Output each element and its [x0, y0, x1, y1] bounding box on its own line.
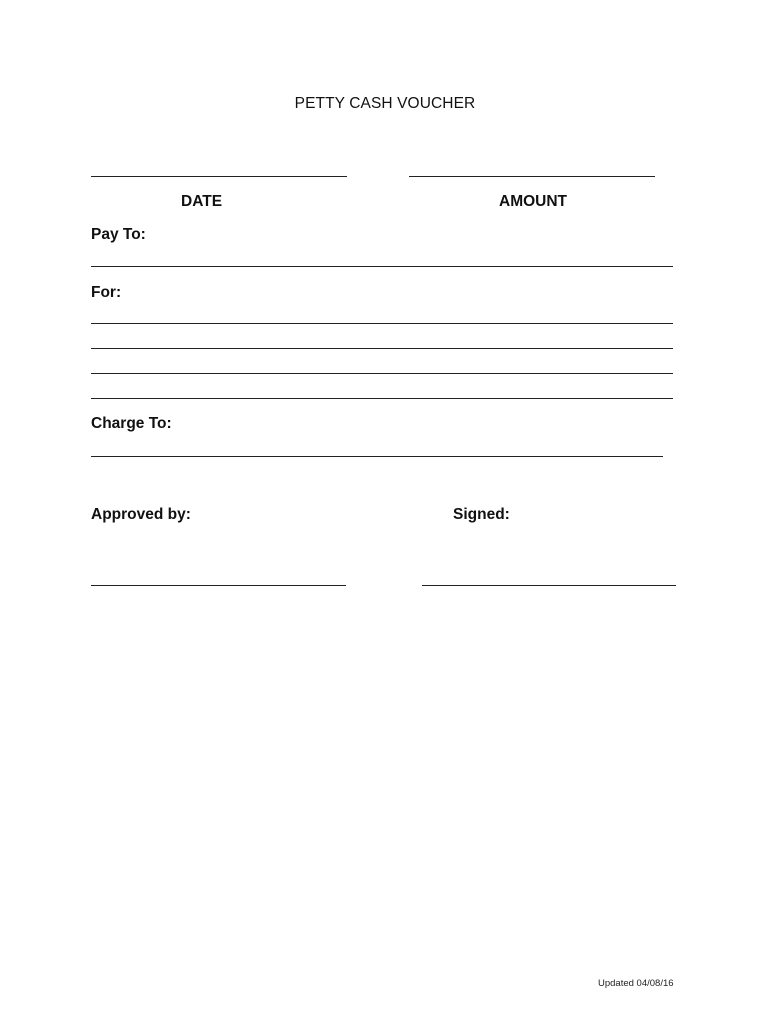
for-label: For:: [91, 284, 122, 301]
pay-to-line[interactable]: [91, 266, 673, 267]
date-blank-line[interactable]: [91, 176, 347, 177]
page-title: PETTY CASH VOUCHER: [294, 95, 476, 112]
signed-line[interactable]: [422, 585, 676, 586]
for-line-2[interactable]: [91, 348, 673, 349]
pay-to-label: Pay To:: [91, 226, 146, 243]
updated-date-footer: Updated 04/08/16: [598, 978, 674, 989]
charge-to-label: Charge To:: [91, 415, 172, 432]
approved-by-label: Approved by:: [91, 506, 191, 523]
for-line-4[interactable]: [91, 398, 673, 399]
approved-by-line[interactable]: [91, 585, 346, 586]
charge-to-line[interactable]: [91, 456, 663, 457]
for-line-3[interactable]: [91, 373, 673, 374]
signed-label: Signed:: [453, 506, 510, 523]
amount-blank-line[interactable]: [409, 176, 655, 177]
date-header: DATE: [181, 193, 223, 210]
for-line-1[interactable]: [91, 323, 673, 324]
amount-header: AMOUNT: [499, 193, 568, 210]
